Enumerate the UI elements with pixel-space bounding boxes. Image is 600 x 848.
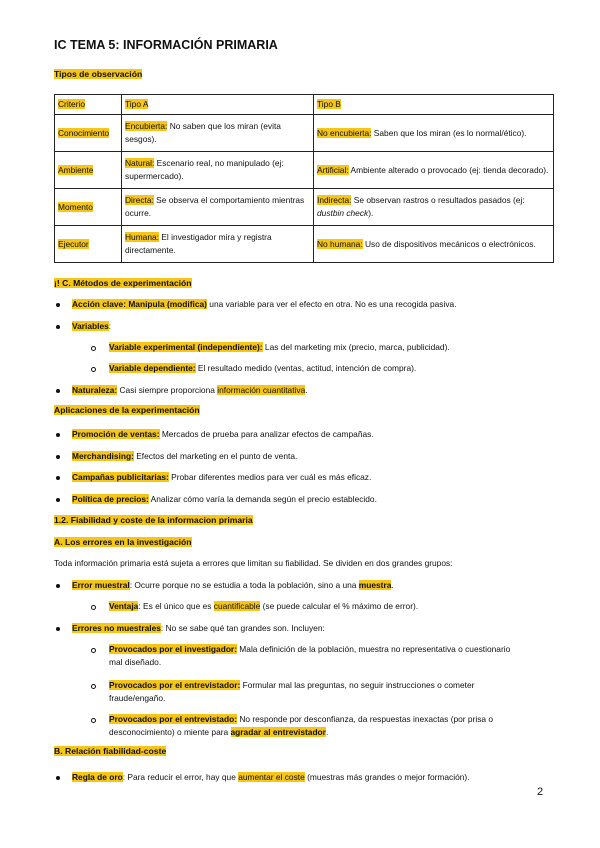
sub-bullet-icon [91,367,96,372]
sub-bullet-icon [91,605,96,610]
header-cell: Criterio [55,95,122,115]
table-row [55,226,554,263]
bullet-icon [56,476,60,480]
header-cell: Tipo A [122,95,314,115]
bullet-icon [56,303,60,307]
applications-heading: Aplicaciones de la experimentación [54,405,200,415]
tipo-b-cell: No humana: Uso de dispositivos mecánicos o electrónicos. [314,226,554,263]
cost-subheading: B. Relación fiabilidad-coste [54,746,167,756]
list-item: Ventaja: Es el único que es cuantificable (se puede calcular el % máximo de error). [109,601,419,611]
reliability-heading: 1.2. Fiabilidad y coste de la informacion primaria [54,515,253,525]
table-row [55,152,554,189]
list-item: Merchandising: Efectos del marketing en el punto de venta. [72,451,298,461]
list-item: Provocados por el entrevistador: Formular mal las preguntas, no seguir instrucciones o cometer fraude/engaño. [109,680,475,703]
table-row [55,189,554,226]
list-item: Variables: [72,321,112,331]
list-item: Error muestral: Ocurre porque no se estudia a toda la población, sino a una muestra. [72,580,394,590]
list-item: Política de precios: Analizar cómo varía la demanda según el precio establecido. [72,494,377,504]
observation-heading: Tipos de observación [54,69,143,79]
bullet-icon [56,389,60,393]
errors-subheading: A. Los errores en la investigación [54,537,192,547]
table-row [55,115,554,152]
criterio-cell: Ejecutor [55,226,122,263]
tipo-b-cell: No encubierta: Saben que los miran (es lo normal/ético). [314,115,554,152]
list-item: Regla de oro: Para reducir el error, hay que aumentar el coste (muestras más grandes o mejor formación). [72,772,470,782]
tipo-b-cell: Artificial: Ambiente alterado o provocado (ej: tienda decorado). [314,152,554,189]
bullet-icon [56,433,60,437]
header-cell: Tipo B [314,95,554,115]
experimentation-heading: ¡! C. Métodos de experimentación [54,278,192,288]
bullet-icon [56,498,60,502]
sub-bullet-icon [91,648,96,653]
table-header-row [55,95,554,115]
list-item: Provocados por el entrevistado: No responde por desconfianza, da respuestas inexactas (por prisa o desconocimiento) o miente para agradar al entrevistador. [109,714,494,737]
list-item: Provocados por el investigador: Mala definición de la población, muestra no representativa o cuestionario mal diseñado. [109,644,511,667]
list-item: Campañas publicitarias: Probar diferentes medios para ver cuál es más eficaz. [72,472,372,482]
page-number: 2 [537,786,544,798]
list-item: Naturaleza: Casi siempre proporciona información cuantitativa. [72,385,308,395]
list-item: Variable dependiente: El resultado medido (ventas, actitud, intención de compra). [109,363,417,373]
bullet-icon [56,455,60,459]
sub-bullet-icon [91,346,96,351]
observation-table [54,94,554,263]
list-item: Promoción de ventas: Mercados de prueba para analizar efectos de campañas. [72,429,374,439]
tipo-a-cell: Directa: Se observa el comportamiento mientras ocurre. [122,189,314,226]
tipo-a-cell: Natural: Escenario real, no manipulado (ej: supermercado). [122,152,314,189]
tipo-a-cell: Humana: El investigador mira y registra directamente. [122,226,314,263]
list-item: Errores no muestrales: No se sabe qué tan grandes son. Incluyen: [72,623,325,633]
page-title: IC TEMA 5: INFORMACIÓN PRIMARIA [54,38,278,52]
bullet-icon [56,584,60,588]
tipo-b-cell: Indirecta: Se observan rastros o resultados pasados (ej: dustbin check). [314,189,554,226]
intro-paragraph: Toda información primaria está sujeta a errores que limitan su fiabilidad. Se dividen en dos grandes grupos: [54,558,453,568]
sub-bullet-icon [91,718,96,723]
list-item: Acción clave: Manipula (modifica) una variable para ver el efecto en otra. No es una recogida pasiva. [72,299,457,309]
criterio-cell: Ambiente [55,152,122,189]
criterio-cell: Momento [55,189,122,226]
sub-bullet-icon [91,684,96,689]
criterio-cell: Conocimiento [55,115,122,152]
bullet-icon [56,627,60,631]
bullet-icon [56,325,60,329]
list-item: Variable experimental (independiente): Las del marketing mix (precio, marca, publicidad). [109,342,450,352]
bullet-icon [56,776,60,780]
tipo-a-cell: Encubierta: No saben que los miran (evita sesgos). [122,115,314,152]
